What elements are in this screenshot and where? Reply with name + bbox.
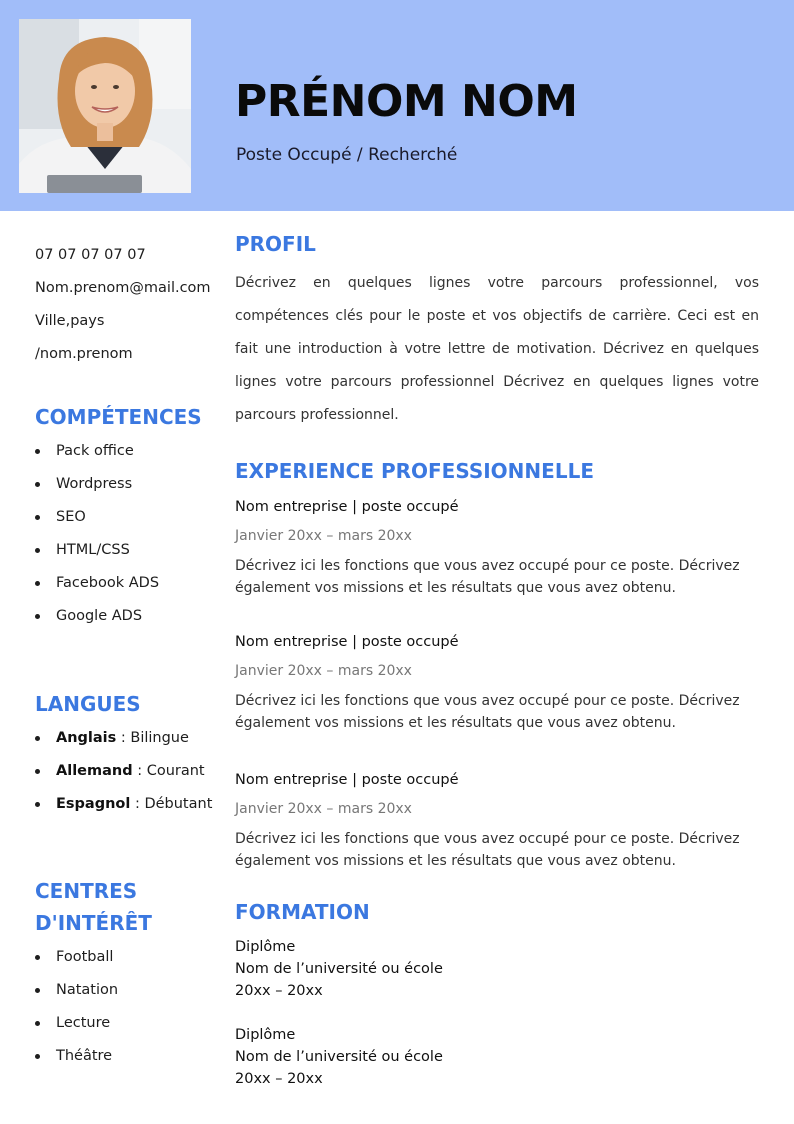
profile-photo	[19, 19, 191, 193]
contact-phone: 07 07 07 07 07	[35, 247, 146, 263]
bullet-dot	[35, 482, 40, 487]
skill-label: Facebook ADS	[56, 575, 160, 591]
bullet-dot	[35, 736, 40, 741]
skill-item	[35, 606, 159, 639]
education-years: 20xx – 20xx	[235, 1071, 323, 1087]
skill-item	[35, 573, 159, 606]
language-level: : Débutant	[130, 796, 213, 812]
bullet-dot	[35, 1021, 40, 1026]
education-school: Nom de l’université ou école	[235, 1049, 443, 1065]
interests-heading	[35, 875, 152, 939]
experience-dates: Janvier 20xx – mars 20xx	[235, 663, 412, 679]
interest-label: Football	[56, 949, 114, 965]
skill-item	[35, 540, 159, 573]
experience-dates: Janvier 20xx – mars 20xx	[235, 801, 412, 817]
experience-company: Nom entreprise | poste occupé	[235, 634, 459, 650]
bullet-dot	[35, 802, 40, 807]
profile-text: Décrivez en quelques lignes votre parcours professionnel, vos compétences clés pour le poste et vos objectifs de carrière. Ceci est en fait une introduction à votre lettre de motivation. Décrivez en quelques lignes votre parcours professionnel Décrivez en quelques lignes votre parcours professionnel.	[235, 275, 759, 423]
interests-heading-line2: D'INTÉRÊT	[35, 911, 152, 935]
experience-company: Nom entreprise | poste occupé	[235, 499, 459, 515]
header-banner	[0, 0, 794, 211]
language-item	[35, 761, 212, 794]
languages-list	[35, 728, 212, 827]
experience-company: Nom entreprise | poste occupé	[235, 772, 459, 788]
education-entry	[235, 1024, 759, 1090]
skill-label: SEO	[56, 509, 86, 525]
skill-label: Pack office	[56, 443, 134, 459]
bullet-dot	[35, 955, 40, 960]
languages-heading: LANGUES	[35, 692, 141, 716]
experience-entry	[235, 497, 759, 599]
bullet-dot	[35, 548, 40, 553]
contact-location: Ville,pays	[35, 313, 105, 329]
bullet-dot	[35, 515, 40, 520]
skill-item	[35, 441, 159, 474]
skill-label: Wordpress	[56, 476, 133, 492]
education-degree: Diplôme	[235, 1027, 296, 1043]
skills-list	[35, 441, 159, 639]
education-heading: FORMATION	[235, 900, 370, 924]
skill-item	[35, 507, 159, 540]
language-item	[35, 728, 212, 761]
language-level: : Bilingue	[116, 730, 189, 746]
skills-heading: COMPÉTENCES	[35, 405, 202, 429]
language-name: Espagnol	[56, 796, 131, 812]
bullet-dot	[35, 769, 40, 774]
interest-item	[35, 980, 118, 1013]
skill-label: Google ADS	[56, 608, 143, 624]
interest-item	[35, 1013, 118, 1046]
language-level: : Courant	[132, 763, 205, 779]
experience-dates: Janvier 20xx – mars 20xx	[235, 528, 412, 544]
language-name: Anglais	[56, 730, 117, 746]
bullet-dot	[35, 581, 40, 586]
experience-heading: EXPERIENCE PROFESSIONNELLE	[235, 459, 594, 483]
skill-label: HTML/CSS	[56, 542, 130, 558]
interest-label: Natation	[56, 982, 119, 998]
interest-item	[35, 947, 118, 980]
interest-item	[35, 1046, 118, 1079]
language-name: Allemand	[56, 763, 133, 779]
bullet-dot	[35, 614, 40, 619]
bullet-dot	[35, 1054, 40, 1059]
experience-description: Décrivez ici les fonctions que vous avez occupé pour ce poste. Décrivez également vos missions et les résultats que vous avez obtenu.	[235, 831, 740, 869]
language-item	[35, 794, 212, 827]
interests-heading-line1: CENTRES	[35, 879, 138, 903]
skill-item	[35, 474, 159, 507]
bullet-dot	[35, 449, 40, 454]
experience-description: Décrivez ici les fonctions que vous avez occupé pour ce poste. Décrivez également vos missions et les résultats que vous avez obtenu.	[235, 693, 740, 731]
bullet-dot	[35, 988, 40, 993]
interests-list	[35, 947, 118, 1079]
education-degree: Diplôme	[235, 939, 296, 955]
experience-entry	[235, 632, 759, 734]
experience-entry	[235, 770, 759, 872]
contact-email: Nom.prenom@mail.com	[35, 280, 211, 296]
education-entry	[235, 936, 759, 1002]
education-years: 20xx – 20xx	[235, 983, 323, 999]
experience-description: Décrivez ici les fonctions que vous avez occupé pour ce poste. Décrivez également vos missions et les résultats que vous avez obtenu.	[235, 558, 740, 596]
education-school: Nom de l’université ou école	[235, 961, 443, 977]
candidate-name: PRÉNOM NOM	[235, 76, 578, 127]
interest-label: Théâtre	[56, 1048, 113, 1064]
job-title: Poste Occupé / Recherché	[236, 145, 458, 165]
interest-label: Lecture	[56, 1015, 111, 1031]
profile-heading: PROFIL	[235, 232, 316, 256]
contact-profile-handle: /nom.prenom	[35, 346, 133, 362]
